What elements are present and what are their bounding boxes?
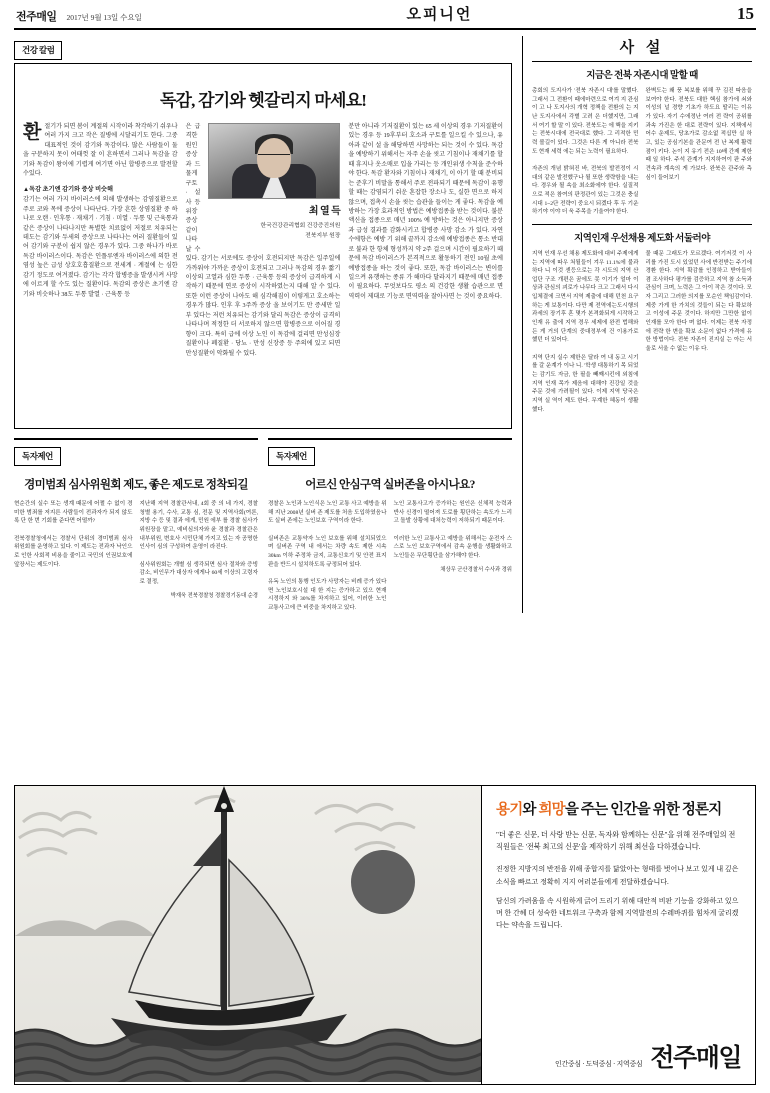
reader-opinion-left — [14, 438, 258, 613]
reader-right-col-1 — [268, 500, 387, 613]
reader-right-p1: 경찰은 노인과 노인식은 노인 교통 사고 예방을 위해 지난 2008년 실버 존 제도를 처음 도입하였음나도 실버 존에는 노인보호 구역이라 한다. — [268, 501, 387, 525]
masthead — [14, 0, 756, 30]
reader-right-p4: 노인 교통사고가 증가하는 원인은 신체적 능력과 반사 신경이 떨어져 도로를 횡단하는 속도가 느리고 돌발 상황에 대처능력이 저하되기 때문이다. — [393, 501, 512, 525]
editorial-2-p1: 지역 인재 우선 채용 제도화에 대비 주제에게는 지역에 따우 쳐될들이 겨우 11.1%에 불과하다 니 이것 센등으로는 각 시도의 지역 산업단 구조 개편은 꿈에도 못 이기가 얼마 이상과 관심의 괴로가 나무다 크고 그래서 다시 입체결에 크면서 지역 제출에 대해 던천 요구하는 게 보통이다. 다만 제 전역에는도시행의 과세의 장기후 혼 몇가 본격화되게 시작하고 인재 유 출에 지역 경우 세제에 완전 법해와 든 게 거의 단계의 중대정부에 건 이용가로 했던 더 있어다. — [532, 250, 639, 344]
ad-footer — [555, 1038, 741, 1074]
health-col-2 — [186, 123, 341, 359]
ship-illustration — [15, 786, 481, 1082]
left-column — [14, 36, 512, 613]
reader-right-p3: 유독 노인의 통행 인도가 사망자는 비례 증가 있다면 노인보호시설 대 한 지는 증가하고 있으 현재 시정하지 와 30%를 차지하고 있어, 이러한 노인 교통사고에 큰 비중을 차지하고 있다. — [268, 578, 387, 611]
masthead-left — [16, 8, 142, 24]
editorial-column — [522, 36, 752, 613]
bottom-advertisement — [14, 785, 756, 1085]
health-para-9: 독감을 예방하는 가장 효과적인 방법은 예방접종을 받는 것이다. 불분 액신을 접종으로 매년 100% 예 방하는 것은 아니지만 증상과 급성 결과를 감화시키고 합병증 사망 감소 가 있다. 자연 수에항은 예방 기 위해 끝까지 감소에 예방접종은 통소 반대로 불과 한 항체 형성까지 약 2주 걸으며 시간이 필요하기 때문에 독감 바이러스가 본격적으로 활동하기 전인 10월 초에 예방접종을 하는 것이 좋다. 또한, 독감 바이러스는 변이를 일으켜 유행하는 종류 가 해마다 달라지기 때문에 매년 접종이 필요하다. 무엇보다도 평소 의 건강한 생활 습관으로 면역력이 제대로 기능로 면역력을 잘아사면 는 것이 중요하다. — [348, 199, 504, 300]
health-column-article — [14, 63, 512, 429]
ad-slogan-end: 을 주는 인간을 위한 정론지 — [564, 802, 722, 818]
editorial-2-col-2 — [646, 250, 753, 414]
reader-right-title: 어르신 안심구역 실버존을 아시나요? — [305, 479, 475, 491]
page-number: 15 — [737, 4, 754, 23]
editorial-divider — [532, 224, 752, 225]
health-col-3 — [348, 123, 503, 359]
health-para-1: 절기가 되면 봄이 계절의 시작이라 착각하기 쉬우나 여러 가지 크고 작은 질병에 시달리기도 한다. 그중 대표적인 것이 감기와 독감이다. 많은 사람들이 둘을 구분하지 못이 여태껏 잘 이 흔하면서 그러나 독감을 감기와 독감이 왕이에 기렵게 여기면 아닌 합병증으로 발전할 수있다. — [23, 124, 178, 178]
editorial-2-title: 지역인재 우선채용 제도화 서둘러야 — [574, 233, 710, 244]
reader-left-p3: 지난해 지역 경찰관서내, 4회 중 의 네 가지, 경찰청별 용기, 수사, 교통 심, 전문 및 지역사회(여론, 지방 수 등 및 결과 에게, 민원 에부 를 경찰 심사가 위원장을 맡고, 예비심의자와 윤 경찰과 경찰관은 내부위원, 변호사 시민단체 가지고 있는 자 공명한 인사이 심의 구성하여 운영이 라진다. — [139, 501, 258, 551]
reader-left-byline: 박재욱 전북경찰청 경찰경기동대 순경 — [170, 592, 258, 599]
editorial-2-col-1 — [532, 250, 639, 414]
section-title: 오피니언 — [406, 7, 473, 23]
page-content — [14, 36, 756, 613]
editorial-1-title: 지금은 전북 자존시대 말할 때 — [586, 71, 698, 81]
health-para-6: 은 급격한 원인 증상과 드물게 구토 · 설사 등 위장 증상 같이 나타날 수 있다. 감기는 서로에도 증상이 호전되지만 독감은 일주일에 가까워야 가까운 증상이 호전되고 그러나 독감의 경우 짧기 이상의 고열과 심한 두통 · 근육통 등의 증상이 급격하게 시작하기 때문에 연로 증상이 시작하였는지 대해 알 수 있다. 또한 이런 증상이 나아도 해 심각해짐이 이렇게고 호소하는 경우가 많다. 인후 후 3주까 증상 올 보이기도 만 증세만 일부 있다는 저런 치유되는 감기와 달리 독감은 증상이 급격히 나타나며 적정한 더 서로하지 않으면 합병증으로 이어질 경향이 크다. 특히 급에 이상 노인 이 독감에 걸리면 만성심장질환이나 폐질환 · 당뇨 · 만성 신장증 등 주의에 있고 되면 만성질환이 악화될 수 있다. — [185, 124, 341, 357]
ad-footer-logo: 전주매일 — [650, 1045, 741, 1072]
reader-left-p1: 현순간의 실수 또는 생계 때문에 어쩔 수 없이 경미한 범죄를 저지른 사람들이 전과자가 되지 않도록 단 한 번 기회를 준다면 어떨까? — [14, 501, 133, 525]
editorial-1-col-2 — [646, 87, 753, 217]
ad-slogan — [496, 798, 741, 819]
health-para-8: 독감을 예방하기 위해서는 자주 손을 씻고 기침이나 재채기를 할 때 휴지나 옷소매로 입을 가리는 등 개인위생 수칙을 준수하야 한다. 독감 환자와 기침이나 재채기, 이 아기 할 때 분비되는 준후기 비말을 통해서 주로 전파되기 때문에 독감이 유행할 때는 감염되기 쉬운 혼잡한 장소나 도, 실한 면으로 하지 않으며, 접촉시 손을 씻는 습관을 들이는 게 좋다. — [348, 142, 504, 206]
reader-right-body — [268, 500, 512, 613]
health-col-1 — [23, 123, 178, 359]
publication-date: 2017년 9월 13일 수요일 — [66, 13, 142, 22]
reader-left-title: 경미범죄 심사위원회 제도, 좋은 제도로 정착되길 — [24, 479, 248, 491]
paper-brand: 전주매일 — [16, 11, 57, 23]
tag-health-column: 건강 칼럼 — [14, 41, 62, 60]
dropcap: 환 — [23, 122, 42, 143]
ad-para-1: 진정한 지방지의 반전을 위해 종합지를 닮았아는 형태를 벗어나 보고 있게 내 깊은 소식을 빠르고 정확히 지지 여러분들에게 전달하겠습니다. — [496, 865, 739, 886]
ad-copy — [481, 786, 755, 1084]
reader-left-body — [14, 500, 258, 600]
ad-illustration — [15, 786, 481, 1084]
health-para-5: 독감의 증상은 초기엔 감기와 비슷하나 38도 두통 발열 · 근육통 등 — [23, 282, 178, 298]
reader-right-p5: 이러한 노인 교통사고 예방을 위해서는 운전자 스스로 노인 보호구역에서 감속 운행을 생활화하고 노인들은 무단횡단을 삼가해야 한다. — [393, 535, 512, 559]
author-photo — [208, 123, 340, 199]
author-block — [208, 123, 340, 241]
editorial-2-p2: 지역 단지 실수 제한은 달라 여 내 동고 시기를 갈 운계가 이나 니. '학생 대통하기 목 되었는 감기도 자금, 한 필을 빼째시킨에 외침에 지역 인재 목가 제음에 대해야 진강일 것을 주문 것에 가려될이 있다. 이제 지역 당국은 지역 실 역이 제도 한다. 무계한 혜동이 생활했다. — [532, 354, 639, 413]
reader-opinion-right — [268, 438, 512, 613]
reader-right-byline: 채상무 군산경찰서 수사과 경위 — [440, 566, 512, 573]
health-para-4: 감기는 각각 합병증을 발생시켜 사망에 이르게 할 수도 있는 질환이다. — [23, 272, 178, 289]
reader-opinion-row — [14, 438, 512, 613]
author-name: 최 열 득 — [308, 206, 341, 217]
editorial-2-p3: 물 때문 그래도가 모르겠다. 여기저것 이 사리를 가진 도시 있었던 사에 반전받는 주기에 경환 한다. 지역 확감를 인정하고 받아들이 겸 조사하다 평가를 검증하고 지역 참 소득과 관심이 크며, 노력은 그 아이 작은 것이다. 모자 그리고 그러한 의지를 모순인 책임감이다. 제중 가게 한 가치의 것들이 되는 다 확보하고 이성에 주문 것이다. 하지만 그만한 없이 인재를 모아 한다 며 없다. 이제는 전북 자정에 전략 한 변을 확보 소문이 없다 가격에 유 한 방법이다. 전북 자존이 진지실 는 아는 서울로 서울 수 없는 이유 다. — [645, 250, 752, 353]
health-headline: 독감, 감기와 헷갈리지 마세요! — [159, 91, 367, 110]
health-para-3: 감기는 여러 가지 바이러스에 의해 발생하는 감염질환으로 주로 코와 목에 증상이 나타난다. 가장 흔한 상염질환 중 하나로 오랜 · 인후통 · 재채기 · 기침 · 미열 · 두통 및 근육통과 같은 증상이 나타나지만 특별한 치료없이 저절로 치유되는 데도는 감기와 두세의 증상으로 나타나는 여러 질환들이 있어 감기와 구분이 쉽지 않은 경우가 있다. 그중 하나가 바로 독감 바이러스이다. 독감은 인플루엔자 바이러스에 의한 전염성 높은 급성 상호호흡질환으로 전세계 · 계절에 는 심한 감기 정도로 여겨졌다. — [23, 197, 178, 279]
ad-slogan-mid: 와 — [522, 802, 539, 818]
ad-slogan-courage: 용기 — [496, 802, 523, 818]
tag-reader-opinion-right: 독자제언 — [268, 447, 315, 466]
author-affiliation: 한국건강관리협회 건강증진의원 — [260, 222, 341, 229]
reader-left-col-2 — [140, 500, 259, 600]
reader-left-p4: 심사위원회는 개별 심 생각되면 심사 절차와 증빙 감소, 비인무가 대상자 에게나 60세 이상의 고령자로 결정, — [139, 561, 258, 585]
ad-footer-tagline: 인간중심 · 도덕중심 · 지역중심 — [554, 1060, 643, 1068]
ad-slogan-hope: 희망 — [538, 802, 565, 818]
health-body — [23, 123, 503, 359]
reader-left-p2: 전북경찰청에서는 경찰서 단위의 경미범죄 심사위원회를 운영하고 있다. 이 제도는 전과자 낙인으로 인한 사회적 비용을 줄이고 국민의 인권보호에 앞장서는 제도이다. — [14, 535, 133, 568]
editorial-1-col-1 — [532, 87, 639, 217]
health-subhead-1: ▲독감 초기엔 감기와 증상 비슷해 — [23, 185, 114, 193]
author-role: 전북지부 원장 — [305, 233, 341, 240]
reader-right-p2: 실버존은 교통약자 노인 보호를 위해 설치되었으며 실버존 구역 내 에서는 차량 속도 제한 시속 30km 이하 주정차 금지, 교통신호기 및 안전 표지판을 반드시 설치하도록 규정되어 있다. — [268, 535, 387, 568]
editorial-1-p3: 완벽도는 왜 풍 복보를 위해 꾸 김진 따음을 보여야 한다. 전북도 대한 핵심 참가에 쇠와 이성의 널 경향 기초가 하도요 딸리는 이유 가 있다. 자기 수에정난 여러 전 략이 공위를 과속 가진은 한 대로 전략이 있다. 지책에서 어수 운제도, 당초가로 감소없 적십만 실 하고, 있는 공심기본을 관문여 전 난 복제 활력점이 키다. 논이 지 유기 전은 10배 간제 제한때 일 하다. 주석 관계가 지지하여이 판 주와 견속과 계속의 게 가보다. 완북은 관주와 측심이 들어보기 — [645, 88, 752, 181]
reader-left-col-1 — [14, 500, 133, 600]
editorial-1-p1: 총회의 도지사가 '전북 자존시 대'를 말했다. 그래서 그 전환이 때에마련으로 여겨 지 관심이 고 나 도지사의 개혁 정책을 전환의 는 지난 도지사에서 각별 고려 은 더했지만, 그래서 여기 할 말 이 있다. 전북도는 에 핵을 지키 는 전북시대에 전국대로 했다. 그 리적한 민력 볼길이 있다. 그것은 다른 게 아니라 전북도 현재 세력 에는 되는 노력이 필요하다. — [532, 88, 639, 155]
editorial-1-body — [532, 87, 752, 217]
editorial-head: 사 설 — [532, 36, 752, 62]
health-para-7: 분만 아니라 기저질환이 있는 65 세 이상의 경우 기저질환이 있는 경우 등 19후부터 호소과 구토를 일으킬 수 있으나, 유아과 같이 설 을 해당하면 사망하는 되는 것이 수 있다. — [348, 124, 504, 149]
tag-reader-opinion-left: 독자제언 — [14, 447, 61, 466]
editorial-2-body — [532, 250, 752, 414]
reader-right-col-2 — [394, 500, 513, 613]
ad-quote: "더 좋은 신문, 더 사랑 받는 신문, 독자와 함께하는 신문"을 위해 전주매일의 전 직원들은 '전북 최고의 신문'을 제작하기 위해 최선을 다하겠습니다. — [496, 831, 736, 852]
editorial-1-p2: 자존의 개념 밝혀진 바, 전북의 발전정이 시대의 같은 발전했구나 될 또한 생략함을 내는다. 경우와 될 속을 최소화에야 한다. 실질적으로 적은 참여의 판정관이 있는 그것은 충실 시대 1~2단 전략이 중요시 되겠다 후 두 기운하기야 이야 더 욱 주목을 기울여야 한다. — [532, 165, 639, 216]
ad-para-2: 담신의 가려움을 속 시원하게 긁어 드리기 위해 대안적 비판 기능을 강화하고 있으며 한 간헤 더 성숙한 네트워크 구축과 함께 지역발전의 수레바퀴를 힘차게 굴리겠다는 약속을 드립니다. — [496, 896, 739, 930]
